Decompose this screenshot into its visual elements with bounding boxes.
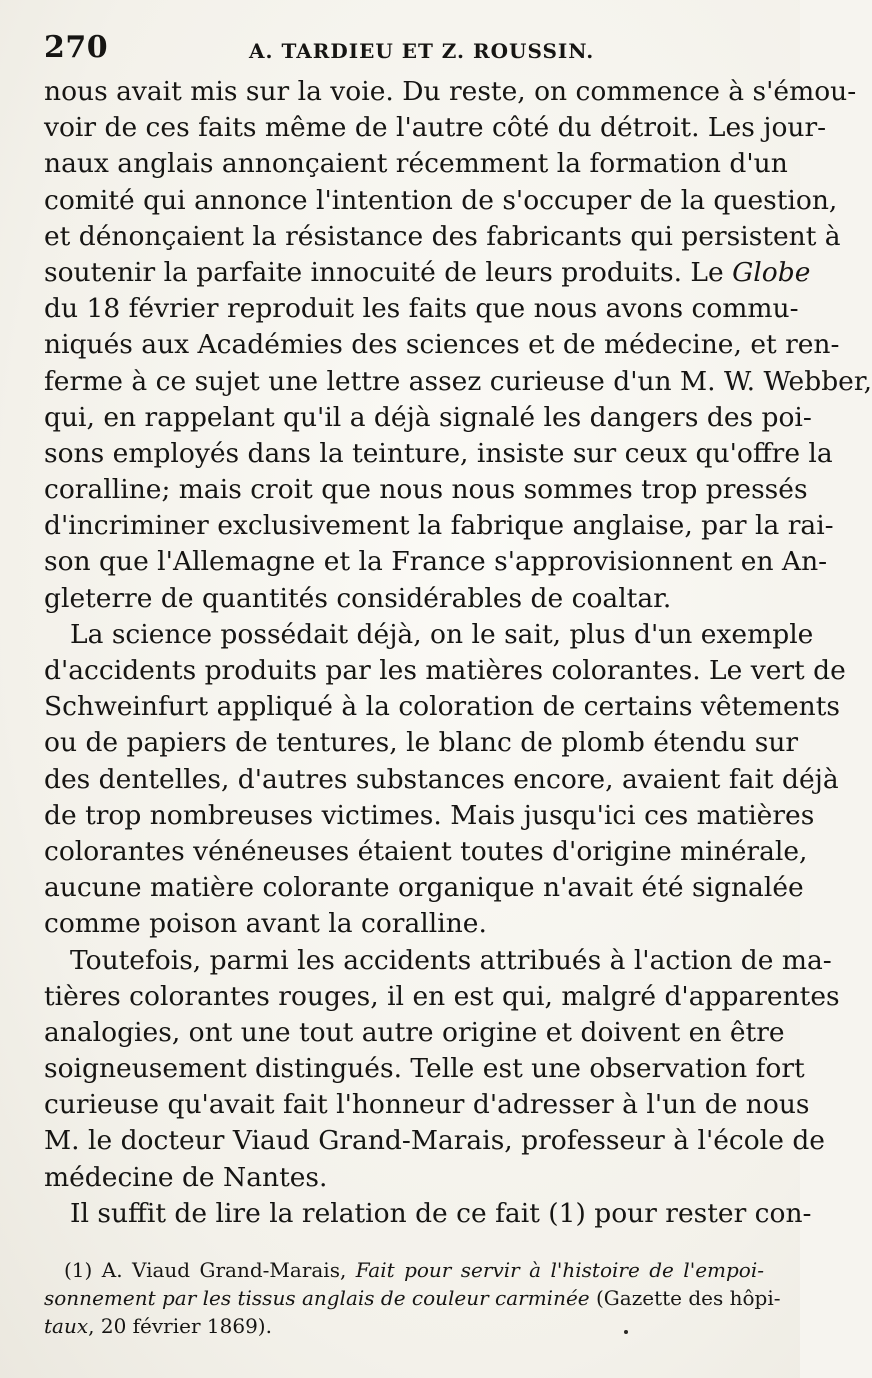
- paragraph-start-line: Toutefois, parmi les accidents attribués à l'action de ma-: [70, 944, 832, 976]
- text-line: voir de ces faits même de l'autre côté du détroit. Les jour-: [44, 112, 827, 144]
- footnote-line: [44, 1312, 764, 1340]
- text-line: naux anglais annonçaient récemment la formation d'un: [44, 148, 788, 180]
- text-line: colorantes vénéneuses étaient toutes d'origine minérale,: [44, 835, 808, 867]
- text-line: analogies, ont une tout autre origine et doivent en être: [44, 1016, 785, 1048]
- globe-newspaper-title: Globe: [732, 256, 811, 288]
- text-line: son que l'Allemagne et la France s'approvisionnent en An-: [44, 546, 828, 578]
- text-line: comité qui annonce l'intention de s'occuper de la question,: [44, 184, 838, 216]
- ink-speck: [624, 1330, 628, 1334]
- text-line: niqués aux Académies des sciences et de médecine, et ren-: [44, 329, 840, 361]
- text-line-start: soutenir la parfaite innocuité de leurs produits. Le: [44, 256, 733, 288]
- paragraph-start-line: Il suffit de lire la relation de ce fait (1) pour rester con-: [70, 1197, 812, 1229]
- body-text: [44, 74, 872, 1232]
- running-head: A. TARDIEU ET Z. ROUSSIN.: [249, 39, 595, 63]
- text-line: d'accidents produits par les matières colorantes. Le vert de: [44, 655, 846, 686]
- paragraph-end-line: médecine de Nantes.: [44, 1161, 328, 1193]
- text-line: de trop nombreuses victimes. Mais jusqu'ici ces matières: [44, 799, 815, 831]
- paragraph-end-line: comme poison avant la coralline.: [44, 908, 487, 940]
- page-number: 270: [44, 30, 109, 65]
- text-line: tières colorantes rouges, il en est qui, malgré d'apparentes: [44, 980, 840, 1012]
- footnote-title: Fait pour servir à l'histoire de l'empoi-: [355, 1258, 764, 1282]
- text-line: coralline; mais croit que nous nous sommes trop pressés: [44, 474, 808, 506]
- footnote-title-cont: sonnement par les tissus anglais de couleur carminée: [44, 1286, 590, 1310]
- footnote-date: , 20 février 1869).: [88, 1314, 272, 1338]
- text-line-with-globe: [44, 255, 811, 291]
- text-line: sons employés dans la teinture, insiste sur ceux qu'offre la: [44, 437, 833, 469]
- text-line: M. le docteur Viaud Grand-Marais, professeur à l'école de: [44, 1125, 825, 1157]
- text-line: ou de papiers de tentures, le blanc de plomb étendu sur: [44, 727, 799, 759]
- footnote: [44, 1256, 781, 1340]
- text-line: ferme à ce sujet une lettre assez curieuse d'un M. W. Webber,: [44, 365, 872, 397]
- footnote-line: [44, 1256, 764, 1284]
- text-line: d'incriminer exclusivement la fabrique anglaise, par la rai-: [44, 510, 834, 542]
- text-line: aucune matière colorante organique n'avait été signalée: [44, 872, 804, 904]
- text-line: soigneusement distingués. Telle est une observation fort: [44, 1053, 805, 1085]
- footnote-source-cont: taux: [44, 1314, 89, 1338]
- text-line: nous avait mis sur la voie. Du reste, on commence à s'émou-: [44, 76, 857, 107]
- text-line: et dénonçaient la résistance des fabricants qui persistent à: [44, 220, 841, 252]
- footnote-line: [44, 1284, 781, 1312]
- text-line: qui, en rappelant qu'il a déjà signalé les dangers des poi-: [44, 401, 812, 433]
- paragraph-end-line: gleterre de quantités considérables de coaltar.: [44, 582, 672, 614]
- footnote-author: (1) A. Viaud Grand-Marais,: [64, 1258, 356, 1282]
- footnote-source: (Gazette des hôpi-: [589, 1286, 781, 1310]
- text-line: curieuse qu'avait fait l'honneur d'adresser à l'un de nous: [44, 1089, 810, 1121]
- text-line: du 18 février reproduit les faits que nous avons commu-: [44, 293, 799, 325]
- page-header: [44, 30, 764, 70]
- paragraph-start-line: La science possédait déjà, on le sait, plus d'un exemple: [70, 618, 814, 650]
- text-line: Schweinfurt appliqué à la coloration de certains vêtements: [44, 691, 840, 723]
- text-line: des dentelles, d'autres substances encore, avaient fait déjà: [44, 763, 839, 795]
